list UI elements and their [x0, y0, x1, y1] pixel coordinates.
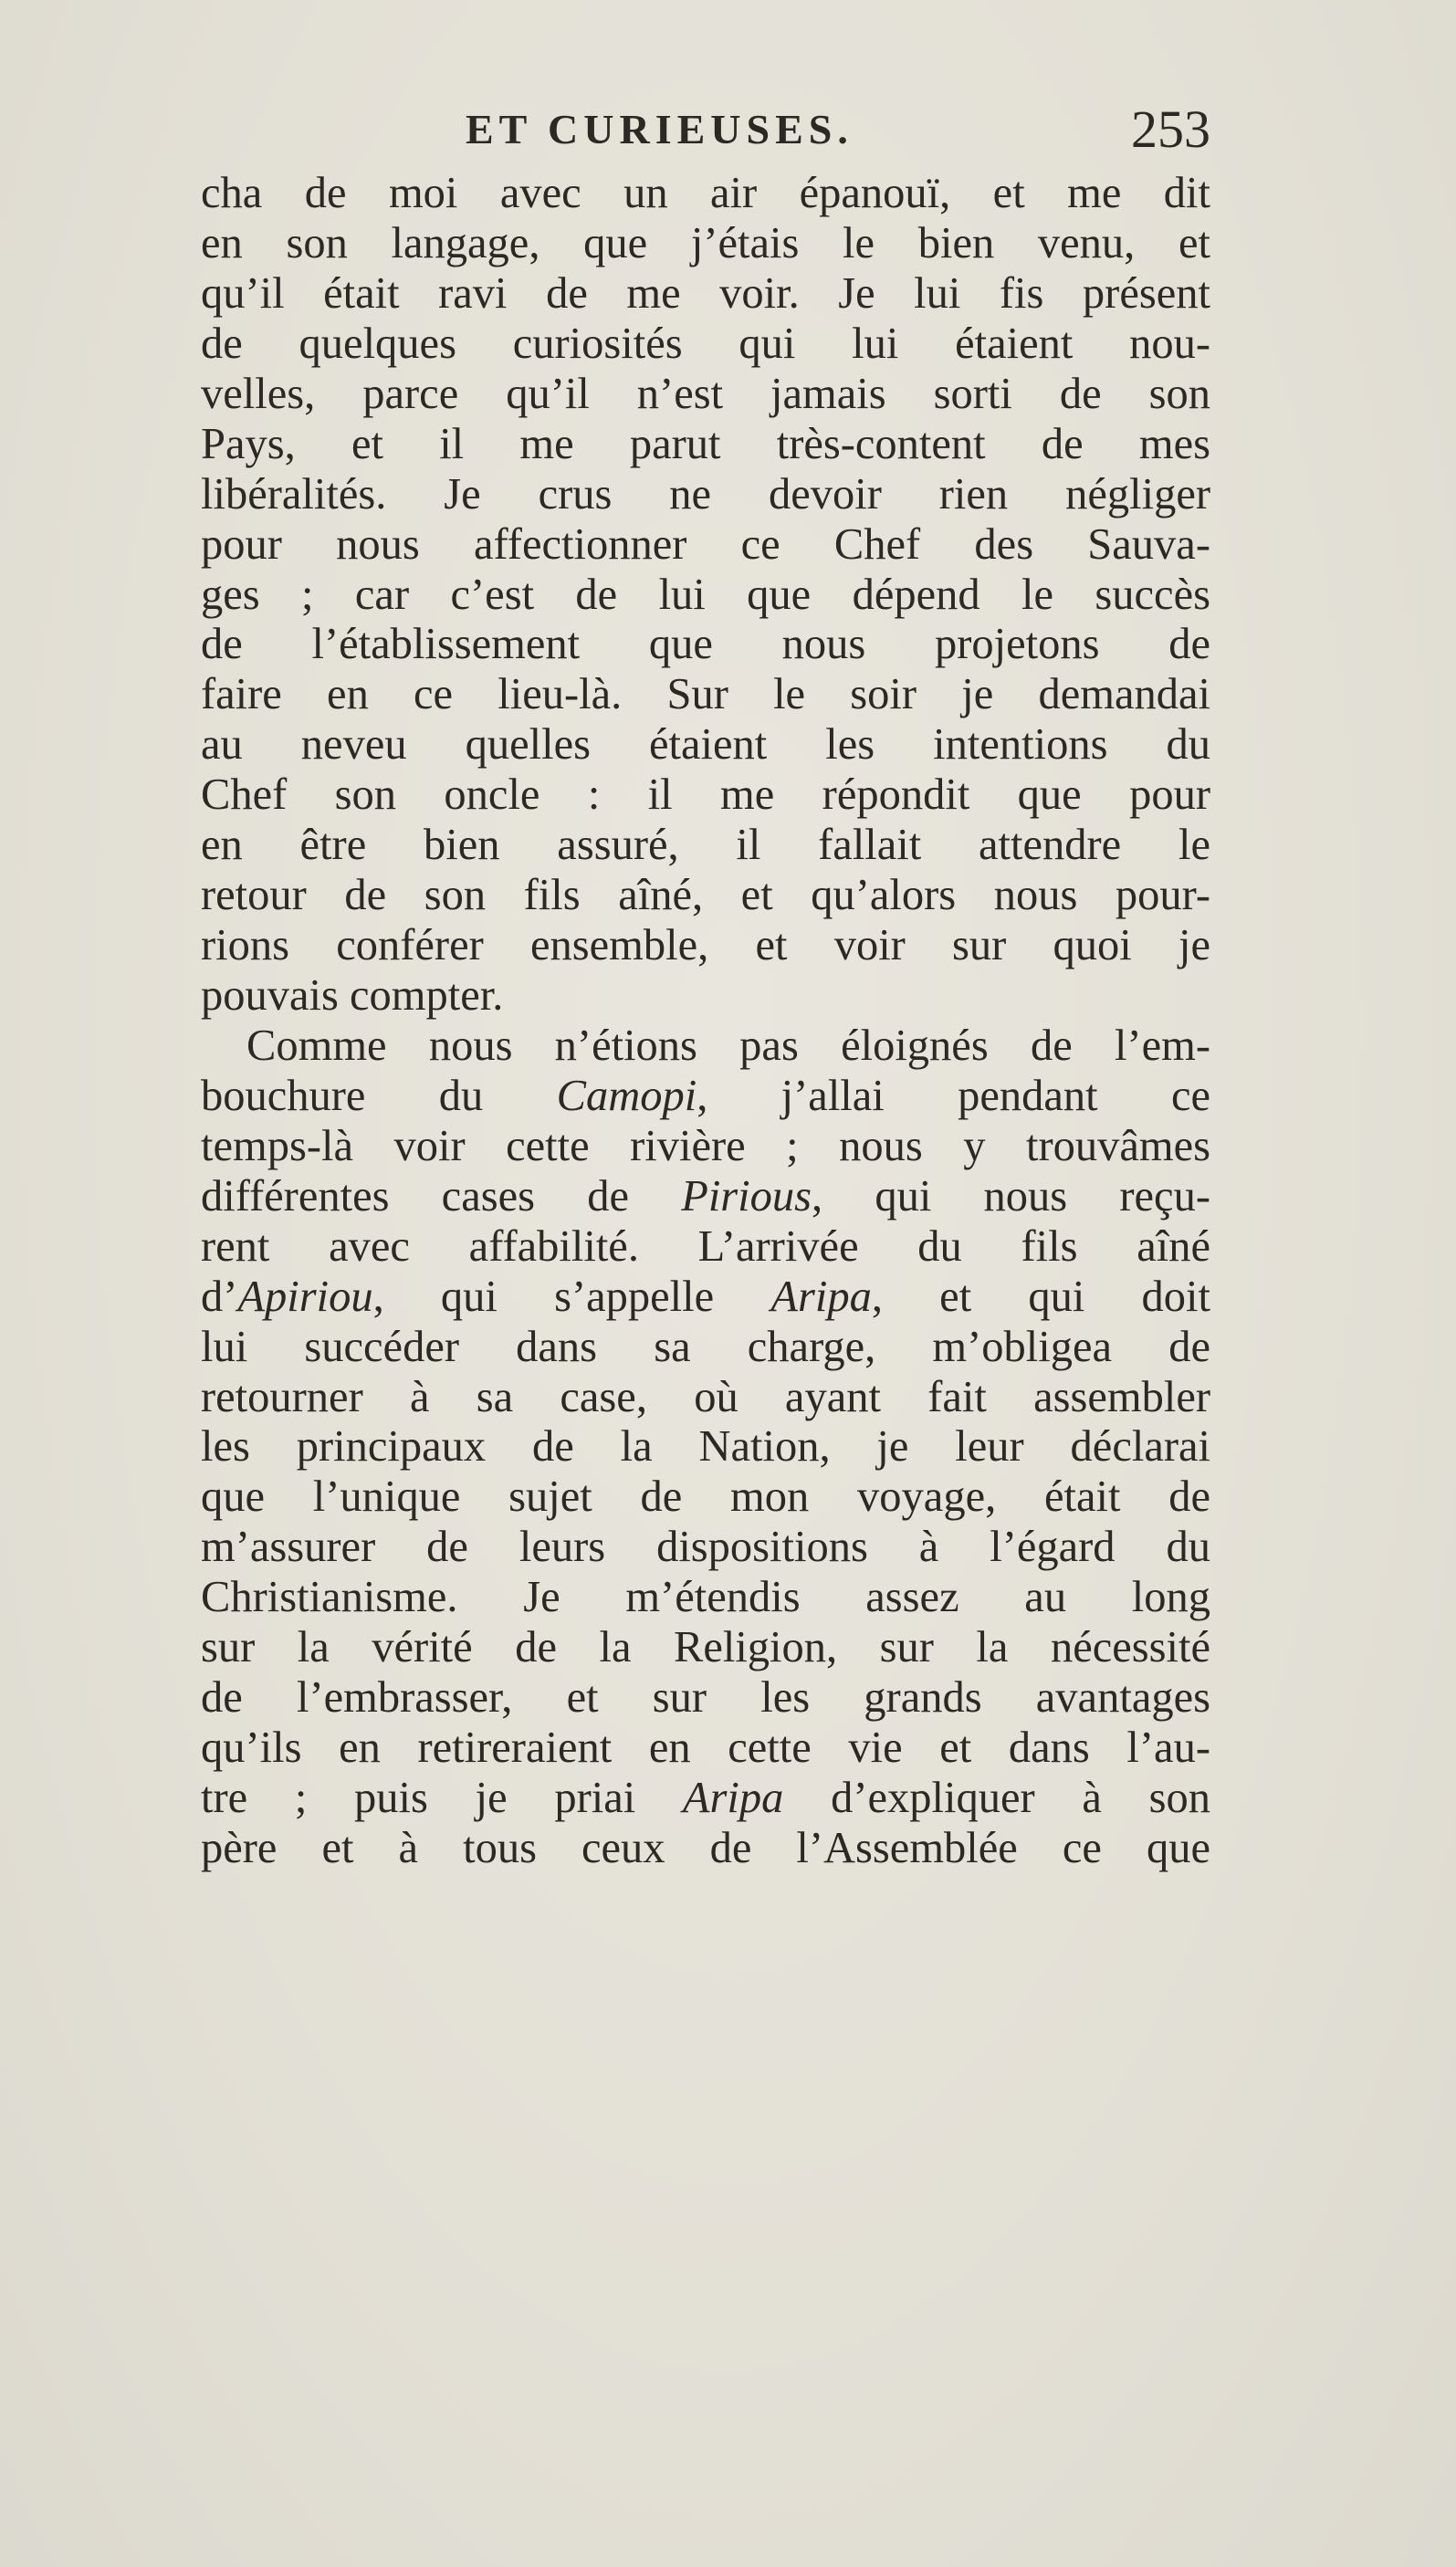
- text-segment: m’assurer de leurs dispositions à l’égard du: [201, 1523, 1210, 1572]
- text-segment: rions conférer ensemble, et voir sur quoi je: [201, 921, 1210, 970]
- text-segment: retour de son fils aîné, et qu’alors nous pour-: [201, 871, 1210, 920]
- text-line: [201, 470, 1210, 520]
- text-line: [201, 571, 1210, 621]
- text-line: [201, 821, 1210, 871]
- text-segment: père et à tous ceux de l’Assemblée ce que: [201, 1823, 1210, 1872]
- text-line: [201, 320, 1210, 370]
- text-segment: qu’il était ravi de me voir. Je lui fis présent: [201, 268, 1210, 318]
- text-line: [201, 770, 1210, 821]
- text-line: [201, 1472, 1210, 1523]
- text-segment: retourner à sa case, où ayant fait assembler: [201, 1372, 1210, 1421]
- text-segment: sur la vérité de la Religion, sur la nécessité: [201, 1623, 1210, 1672]
- text-line: [201, 1724, 1210, 1774]
- text-line: [201, 420, 1210, 470]
- text-segment: , qui s’appelle: [372, 1272, 771, 1321]
- text-segment: , j’allai pendant ce: [697, 1071, 1210, 1120]
- text-segment: Chef son oncle : il me répondit que pour: [201, 770, 1210, 820]
- text-segment: , et qui doit: [871, 1272, 1210, 1321]
- text-segment: en être bien assuré, il fallait attendre le: [201, 821, 1210, 870]
- text-segment: faire en ce lieu-là. Sur le soir je demandai: [201, 670, 1210, 719]
- text-line: [201, 370, 1210, 420]
- text-segment: ges ; car c’est de lui que dépend le succès: [201, 570, 1210, 619]
- text-line: [201, 871, 1210, 921]
- text-segment: Comme nous n’étions pas éloignés de l’em-: [246, 1021, 1210, 1070]
- text-segment: qu’ils en retireraient en cette vie et dans l’au-: [201, 1724, 1210, 1773]
- text-segment: velles, parce qu’il n’est jamais sorti de son: [201, 369, 1210, 418]
- text-segment: que l’unique sujet de mon voyage, était de: [201, 1472, 1210, 1522]
- text-line: [201, 219, 1210, 269]
- text-segment: de l’établissement que nous projetons de: [201, 620, 1210, 669]
- text-segment: en son langage, que j’étais le bien venu, et: [201, 218, 1210, 267]
- page-number: 253: [1131, 100, 1210, 159]
- text-segment: lui succéder dans sa charge, m’obligea de: [201, 1322, 1210, 1371]
- text-segment: bouchure du: [201, 1071, 557, 1120]
- text-line: [201, 1122, 1210, 1172]
- text-line: [201, 921, 1210, 971]
- text-line: [201, 269, 1210, 320]
- text-segment: pour nous affectionner ce Chef des Sauva-: [201, 519, 1210, 569]
- text-segment: temps-là voir cette rivière ; nous y trouvâmes: [201, 1121, 1210, 1170]
- text-segment: de l’embrasser, et sur les grands avantages: [201, 1673, 1210, 1723]
- italic-name: Aripa: [682, 1774, 784, 1822]
- text-segment: différentes cases de: [201, 1171, 682, 1221]
- text-segment: libéralités. Je crus ne devoir rien négliger: [201, 469, 1210, 519]
- text-line: [201, 1172, 1210, 1222]
- text-line: [201, 1273, 1210, 1323]
- text-line: [201, 971, 1210, 1022]
- text-segment: , qui nous reçu-: [812, 1171, 1210, 1221]
- text-line: [201, 169, 1210, 219]
- text-line: [201, 1523, 1210, 1573]
- body-text: [201, 169, 1210, 1874]
- text-segment: pouvais compter.: [201, 971, 504, 1020]
- text-segment: de quelques curiosités qui lui étaient nou-: [201, 319, 1210, 368]
- text-segment: Christianisme. Je m’étendis assez au long: [201, 1573, 1210, 1622]
- text-segment: Pays, et il me parut très-content de mes: [201, 419, 1210, 468]
- text-line: [201, 620, 1210, 670]
- text-line: [201, 670, 1210, 720]
- text-line: [201, 720, 1210, 770]
- text-segment: tre ; puis je priai: [201, 1774, 683, 1822]
- text-line: [201, 520, 1210, 571]
- text-segment: d’: [201, 1272, 238, 1321]
- italic-name: Apiriou: [237, 1272, 373, 1321]
- text-line: [201, 1824, 1210, 1874]
- text-line: [201, 1022, 1210, 1072]
- italic-name: Aripa: [770, 1272, 872, 1321]
- text-line: [201, 1623, 1210, 1673]
- text-segment: au neveu quelles étaient les intentions du: [201, 720, 1210, 770]
- italic-name: Camopi: [556, 1071, 697, 1120]
- text-line: [201, 1673, 1210, 1724]
- page-header: [201, 102, 1210, 157]
- text-line: [201, 1222, 1210, 1273]
- text-line: [201, 1422, 1210, 1472]
- text-line: [201, 1323, 1210, 1373]
- text-line: [201, 1774, 1210, 1824]
- text-segment: rent avec affabilité. L’arrivée du fils aîné: [201, 1221, 1210, 1271]
- italic-name: Pirious: [681, 1171, 812, 1221]
- text-segment: les principaux de la Nation, je leur déclarai: [201, 1422, 1210, 1472]
- text-segment: cha de moi avec un air épanouï, et me dit: [201, 169, 1210, 217]
- text-line: [201, 1072, 1210, 1122]
- text-line: [201, 1373, 1210, 1423]
- running-title: ET CURIEUSES.: [466, 106, 854, 152]
- text-line: [201, 1573, 1210, 1623]
- text-segment: d’expliquer à son: [783, 1774, 1210, 1822]
